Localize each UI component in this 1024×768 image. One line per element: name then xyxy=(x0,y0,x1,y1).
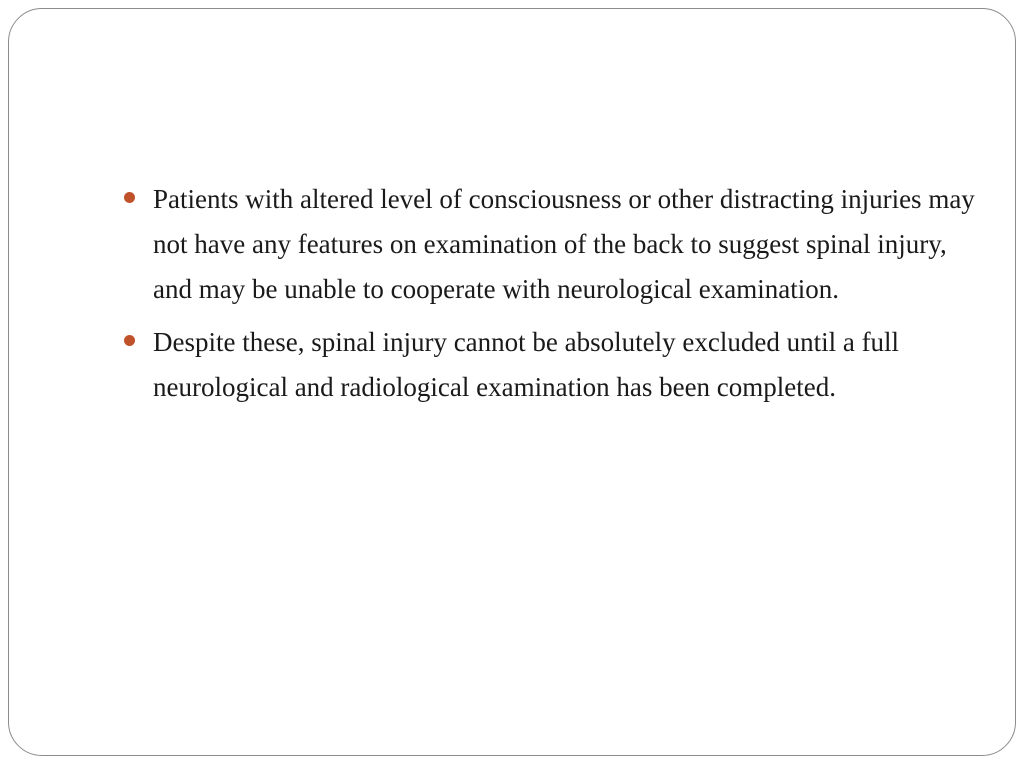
bullet-text-2: Despite these, spinal injury cannot be absolutely excluded until a full neurological and radiological examination has been completed. xyxy=(153,327,900,402)
bullet-dot-icon xyxy=(124,335,135,346)
bullet-list xyxy=(121,177,981,410)
bullet-item-1 xyxy=(121,177,981,312)
bullet-text-1: Patients with altered level of consciousness or other distracting injuries may not have any features on examination of the back to suggest spinal injury, and may be unable to cooperate with neurological examination. xyxy=(153,184,975,304)
bullet-item-2 xyxy=(121,320,981,410)
slide-content xyxy=(121,177,981,418)
slide-frame xyxy=(8,8,1016,756)
bullet-dot-icon xyxy=(124,192,135,203)
